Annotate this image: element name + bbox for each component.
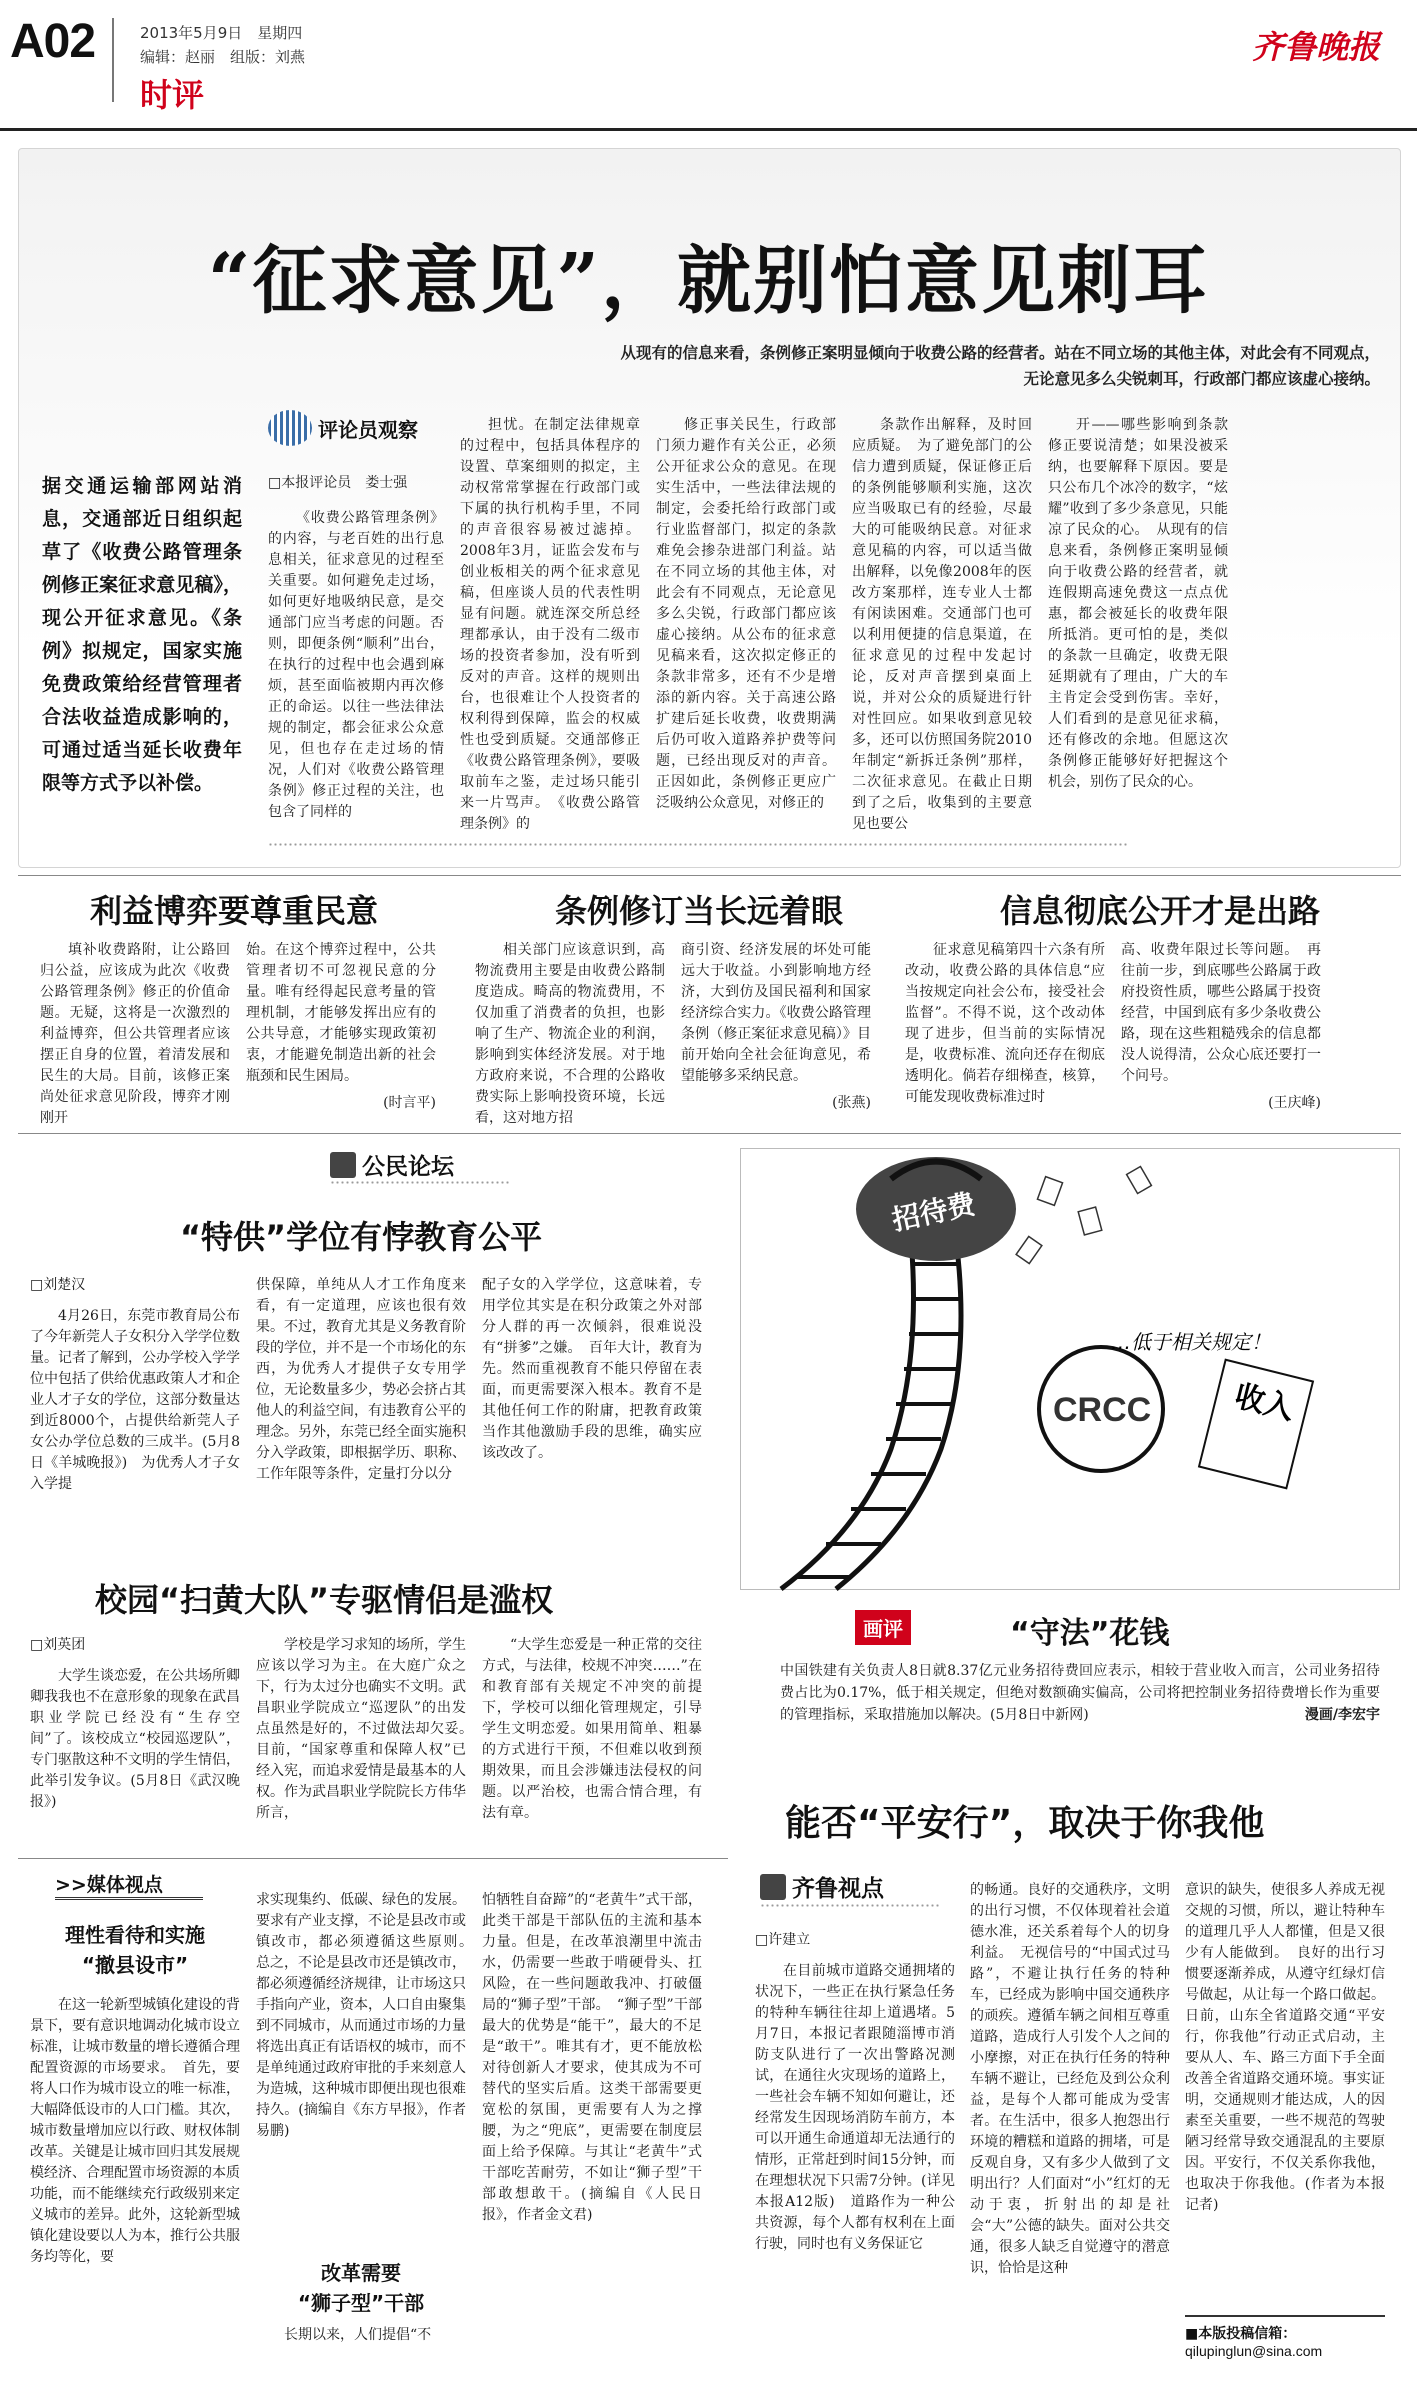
byline: □本报评论员 娄士强 [268,475,408,491]
cartoon-illustration [741,1149,1401,1591]
forum-article-2-col-1: □刘英团 大学生谈恋爱，在公共场所卿卿我我也不在意形象的现象在武昌职业学院已经没有“生存空间”了。该校成立“校园巡逻队”，专门驱散这种不文明的学生情侣，此举引发争议。(5月8日《武汉晚报》) [30,1637,240,1810]
crcc-logo-text: CRCC [1053,1391,1152,1429]
qilu-tag-rule [760,1903,940,1909]
main-col-3: 修正事关民生，行政部门须力避作有关公正，必须公开征求公众的意见。在现实生活中，一些法律法规的制定，会委托给行政部门或行业监督部门，拟定的条款难免会掺杂进部门利益。站在不同立场的其他主体，对此会有不同观点，无论意见多么尖锐，行政部门都应该虚心接纳。从公布的征求意见稿来看，这次拟定修正的条款非常多，还有不少是增添的新内容。关于高速公路扩建后延长收费，收费期满后仍可收入道路养护费等问题，已经出现反对的声音。正因如此，条例修正更应广泛吸纳公众意见，对修正的 [656,417,836,811]
masthead-logo: 齐鲁晚报 [1252,28,1381,66]
page-number: A02 [10,15,96,68]
section-name: 时评 [140,76,205,114]
qilu-col-3: 意识的缺失，使很多人养成无视交规的习惯，所以，避让特种车的道理几乎人人都懂，但是又很少有人能做到。 良好的出行习惯要逐渐养成，从遵守红绿灯信号做起，从让每一个路口做起。日前，山东全省道路交通“平安行，你我他”行动正式启动，主要从人、车、路三方面下手全面改善全省道路交通环境。事实证明，交通规则才能达成，人的因素至关重要，一些不规范的驾驶陋习经常导致交通混乱的主要原因。平安行，不仅关系你我他，也取决于你我他。(作者为本报记者) [1185,1882,1385,2213]
column-tag: 评论员观察 [268,410,418,446]
qilu-title: 能否“平安行”，取决于你我他 [785,1803,1265,1844]
forum-article-1-title: “特供”学位有悖教育公平 [180,1218,543,1256]
editorial-1-col-2: 始。在这个博弈过程中，公共管理者切不可忽视民意的分量。唯有经得起民意考量的管理机制，才能够发挥出应有的公共导意，才能够实现政策初衷，才能避免制造出新的社会瓶颈和民生困局。 (时言平) [246,942,436,1111]
header-divider [112,18,114,102]
contact: ■本版投稿信箱： qilupinglun@sina.com [1185,2315,1385,2359]
main-col-5: 开——哪些影响到条款修正要说清楚；如果没被采纳，也要解释下原因。要是只公布几个冰冷的数字，“炫耀”收到了多少条意见，只能凉了民众的心。 从现有的信息来看，条例修正案明显倾向于收费公路的经营者，就连假期高速免费这一点点优惠，都会被延长的收费年限所抵消。更可怕的是，类似的条款一旦确定，收费无限延期就有了理由，广大的车主肯定会受到伤害。幸好，人们看到的是意见征求稿，还有修改的余地。但愿这次条例修正能够好好把握这个机会，别伤了民众的心。 [1048,417,1228,790]
header-rule [0,128,1417,131]
media-article-1-col-2: 求实现集约、低碳、绿色的发展。要求有产业支撑，不论是县改市或镇改市，都必须遵循这些原则。 总之，不论是县改市还是镇改市，都必须遵循经济规律，让市场这只手指向产业，资本，人口自由聚集到不同城市，从而通过市场的力量将选出真正有话语权的城市，而不是单纯通过政府审批的手来刻意人为造城，这种城市即便出现也很难持久。(摘编自《东方早报》，作者易鹏) [256,1892,480,2139]
editorial-3-title: 信息彻底公开才是出路 [1000,892,1321,930]
forum-article-2-title: 校园“扫黄大队”专驱情侣是滥权 [95,1581,554,1619]
qilu-tag: 齐鲁视点 [760,1870,884,1903]
flying-papers [1016,1166,1151,1263]
forum-article-1-col-2: 供保障，单纯从人才工作角度来看，有一定道理，应该也很有效果。不过，教育尤其是义务教育阶段的学位，并不是一个市场化的东西，为优秀人才提供子女专用学位，无论数量多少，势必会挤占其他人的利益空间，有违教育公平的理念。另外，东莞已经全面实施积分入学政策，即根据学历、职称、工作年限等条件，定量打分以分 [256,1277,466,1482]
cartoon-caption: 中国铁建有关负责人8日就8.37亿元业务招待费回应表示，相较于营业收入而言，公司业务招待费占比为0.17%，低于相关规定，但绝对数额确实偏高，公司将把控制业务招待费增长作为重要的管理指标，采取措施加以解决。(5月8日中新网) 漫画/李宏宇 [780,1660,1380,1726]
editorials-rule [18,875,1401,876]
income-paper-text: 收入 [1231,1378,1298,1428]
editorial-2-title: 条例修订当长远着眼 [555,892,844,930]
income-paper [1199,1360,1313,1489]
lower-rule [18,1858,728,1859]
forum-article-1-col-1: □刘楚汉 4月26日，东莞市教育局公布了今年新莞人子女积分入学学位数量。记者了解到，公办学校入学学位中包括了供给优惠政策人才和企业人才子女的学位，这部分数量达到近8000个，占提供给新莞人子女公办学位总数的三成半。(5月8日《羊城晚报》) 为优秀人才子女入学提 [30,1277,240,1492]
forum-tag-icon [330,1152,356,1178]
forum-tag: 公民论坛 [330,1148,454,1181]
forum-article-1-col-3: 配子女的入学学位，这意味着，专用学位其实是在积分政策之外对部分人群的再一次倾斜，很难说没有“拼爹”之嫌。 百年大计，教育为先。然而重视教育不能只停留在表面，而更需要深入根本。教育不是其他任何工作的附庸，把教育政策当作其他激励手段的思维，确实应该改改了。 [482,1277,702,1461]
editors: 编辑：赵丽 组版：刘燕 [140,48,306,66]
media-tag: >>媒体视点 [55,1870,203,1900]
editorial-2-col-2: 商引资、经济发展的坏处可能远大于收益。小到影响地方经济，大到仿及国民福利和国家经济综合实力。《收费公路管理条例（修正案征求意见稿）》目前开始向全社会征询意见，希望能够多采纳民意。 (张燕) [681,942,871,1111]
money-bag-label: 招待费 [889,1187,979,1237]
main-bottom-rule [268,842,1128,848]
media-article-2-title: 改革需要 “狮子型”干部 [297,2261,425,2315]
qilu-col-2: 的畅通。良好的交通秩序，文明的出行习惯，不仅体现着社会道德水准，还关系着每个人的切身利益。 无视信号的“中国式过马路”，不避让执行任务的特种车，已经成为影响中国交通秩序的顽疾。遵循车辆之间相互尊重道路，造成行人引发个人之间的小摩擦，对正在执行任务的特种车辆不避让，已经危及到公众利益，是每个人都可能成为受害者。在生活中，很多人抱怨出行环境的糟糕和道路的拥堵，可是反观自身，又有多少人做到了文明出行？人们面对“小”红灯的无动于衷，折射出的却是社会“大”公德的缺失。面对公共交通，很多人缺乏自觉遵守的潜意识，恰恰是这种 [970,1882,1170,2276]
cartoon-tag: 画评 [855,1610,911,1645]
issue-date: 2013年5月9日 星期四 [140,24,303,42]
cartoon-title: “守法”花钱 [1010,1616,1170,1651]
main-col-2: 担忧。在制定法律规章的过程中，包括具体程序的设置、草案细则的拟定，主动权常常掌握在行政部门或下属的执行机构手里，不同的声音很容易被过滤掉。2008年3月，证监会发布与创业板相关的两个征求意见稿，但座谈人员的代表性明显有问题。就连深交所总经理都承认，由于没有二级市场的投资者参加，没有听到反对的声音。这样的规则出台，也很难让个人投资者的权利得到保障，监会的权威性也受到质疑。交通部修正《收费公路管理条例》，要吸取前车之鉴，走过场只能引来一片骂声。 《收费公路管理条例》的 [460,417,640,832]
speech-bubble: …低于相关规定！ [1111,1330,1271,1354]
cartoon [740,1148,1400,1590]
editorial-1-col-1: 填补收费路附，让公路回归公益，应该成为此次《收费公路管理条例》修正的价值命题。无疑，这将是一次激烈的利益博弈，但公共管理者应该摆正自身的位置，着清发展和民生的大局。目前，该修正案尚处征求意见阶段，博弈才刚刚开 [40,942,230,1126]
media-article-2-lead: 长期以来，人们提倡“不 [284,2327,432,2343]
forum-article-2-col-2: 学校是学习求知的场所，学生应该以学习为主。在大庭广众之下，行为太过分也确实不文明。武昌职业学院成立“巡逻队”的出发点虽然是好的，不过做法却欠妥。 目前，“国家尊重和保障人权”已经入宪，而追求爱情是最基本的人权。作为武昌职业学院院长方伟华所言， [256,1637,480,1821]
forum-article-2-col-3: “大学生恋爱是一种正常的交往方式，与法律，校规不冲突……”在和教育部有关规定不冲突的前提下，学校可以细化管理规定，引导学生文明恋爱。如果用简单、粗暴的方式进行干预，不但难以收到预期效果，而且会涉嫌违法侵权的问题。以严治校，也需合情合理，有法有章。 [482,1637,702,1821]
editorial-3-col-2: 高、收费年限过长等问题。 再往前一步，到底哪些公路属于政府投资性质，哪些公路属于投资经营，中国到底有多少条收费公路，现在这些粗糙残余的信息都没人说得清，公众心底还要打一个问号。 (王庆峰) [1121,942,1321,1111]
media-article-1-col-1: 在这一轮新型城镇化建设的背景下，要有意识地调动化城市设立标准，让城市数量的增长遵循合理配置资源的市场要求。 首先，要将人口作为城市设立的唯一标准，大幅降低设市的人口门槛。其次，城市数量增加应以行政、财权体制改革。关键是让城市回归其发展规模经济、合理配置市场资源的本质功能，而不能继续充行政级别来定义城市的差异。此外，这轮新型城镇化建设要以人为本，推行公共服务均等化，要 [30,1997,240,2265]
editorial-3-col-1: 征求意见稿第四十六条有所改动，收费公路的具体信息“应当按规定向社会公布，接受社会监督”。不得不说，这个改动体现了进步，但当前的实际情况是，收费标准、流向还存在彻底透明化。倘若存细梯查，核算，可能发现收费标准过时 [905,942,1105,1105]
forum-tag-rule [330,1180,510,1186]
media-article-2-col: 怕牺牲自奋蹄”的“老黄牛”式干部，此类干部是干部队伍的主流和基本力量。但是，在改革浪潮里中流击水，仍需要一些敢于啃硬骨头、扛风险，在一些问题敢我冲、打破僵局的“狮子型”干部。 “狮子型”干部最大的优势是“能干”，最大的不足是“敢干”。唯其有才，更不能放松对待创新人才要求，使其成为不可替代的坚实后盾。这类干部需要更宽松的氛围，更需要有人为之撑腰，为之“兜底”，更需要在制度层面上给予保障。与其让“老黄牛”式干部吃苦耐劳，不如让“狮子型”干部敢想敢干。(摘编自《人民日报》，作者金文君) [482,1892,702,2223]
editorial-1-title: 利益博弈要尊重民意 [90,892,379,930]
ladder [781,1239,963,1589]
main-col-1: 《收费公路管理条例》的内容，与老百姓的出行息息相关，征求意见的过程至关重要。如何避免走过场，如何更好地吸纳民意，是交通部门应当考虑的问题。否则，即便条例“顺利”出台，在执行的过程中也会遇到麻烦，甚至面临被期内再次修正的命运。以往一些法律法规的制定，都会征求公众意见，但也存在走过场的情况，人们对《收费公路管理条例》修正过程的关注，也包含了同样的 [268,510,444,820]
media-article-1-title: 理性看待和实施 “撤县设市” [65,1923,205,1977]
cartoon-credit: 漫画/李宏宇 [1304,1707,1380,1723]
qilu-col-1: □许建立 在目前城市道路交通拥堵的状况下，一些正在执行紧急任务的特种车辆往往却上道遇堵。5月7日，本报记者跟随淄博市消防支队进行了一次出警路况测试，在通往火灾现场的道路上，一些社会车辆不知如何避让，还经常发生因现场消防车前方，本可以开通生命通道却无法通行的情形，正常赶到时间15分钟，而在理想状况下只需7分钟。(详见本报A12版) 道路作为一种公共资源，每个人都有权利在上面行驶，同时也有义务保证它 [755,1932,955,2252]
contact-email[interactable]: qilupinglun@sina.com [1185,2343,1323,2359]
main-col-4: 条款作出解释，及时回应质疑。 为了避免部门的公信力遭到质疑，保证修正后的条例能够顺利实施，这次应当吸取已有的经验，尽最大的可能吸纳民意。对征求意见稿的内容，可以适当做出解释，以免像2008年的医改方案那样，连专业人士都有闲读困难。交通部门也可以利用便捷的信息渠道，在征求意见的过程中发起讨论，反对声音摆到桌面上说，并对公众的质疑进行针对性回应。如果收到意见较多，还可以仿照国务院2010年制定“新拆迁条例”那样，二次征求意见。在截止日期到了之后，收集到的主要意见也要公 [852,417,1032,832]
qilu-tag-icon [760,1874,786,1900]
main-byline-col [268,472,444,823]
globe-icon [268,410,312,446]
main-deck: 从现有的信息来看，条例修正案明显倾向于收费公路的经营者。站在不同立场的其他主体，对此会有不同观点， 无论意见多么尖锐刺耳，行政部门都应该虚心接纳。 [620,344,1380,388]
main-headline: “征求意见”，就别怕意见刺耳 [207,238,1210,324]
lede: 据交通运输部网站消息，交通部近日组织起草了《收费公路管理条例修正案征求意见稿》，现公开征求意见。《条例》拟规定，国家实施免费政策给经营管理者合法收益造成影响的，可通过适当延长收费年限等方式予以补偿。 [42,475,242,794]
editorial-2-col-1: 相关部门应该意识到，高物流费用主要是由收费公路制度造成。畸高的物流费用，不仅加重了消费者的负担，也影响了生产、物流企业的利润，影响到实体经济发展。对于地方政府来说，不合理的公路收费实际上影响投资环境，长远看，这对地方招 [475,942,665,1126]
editorials-bottom-rule [18,1133,1401,1134]
